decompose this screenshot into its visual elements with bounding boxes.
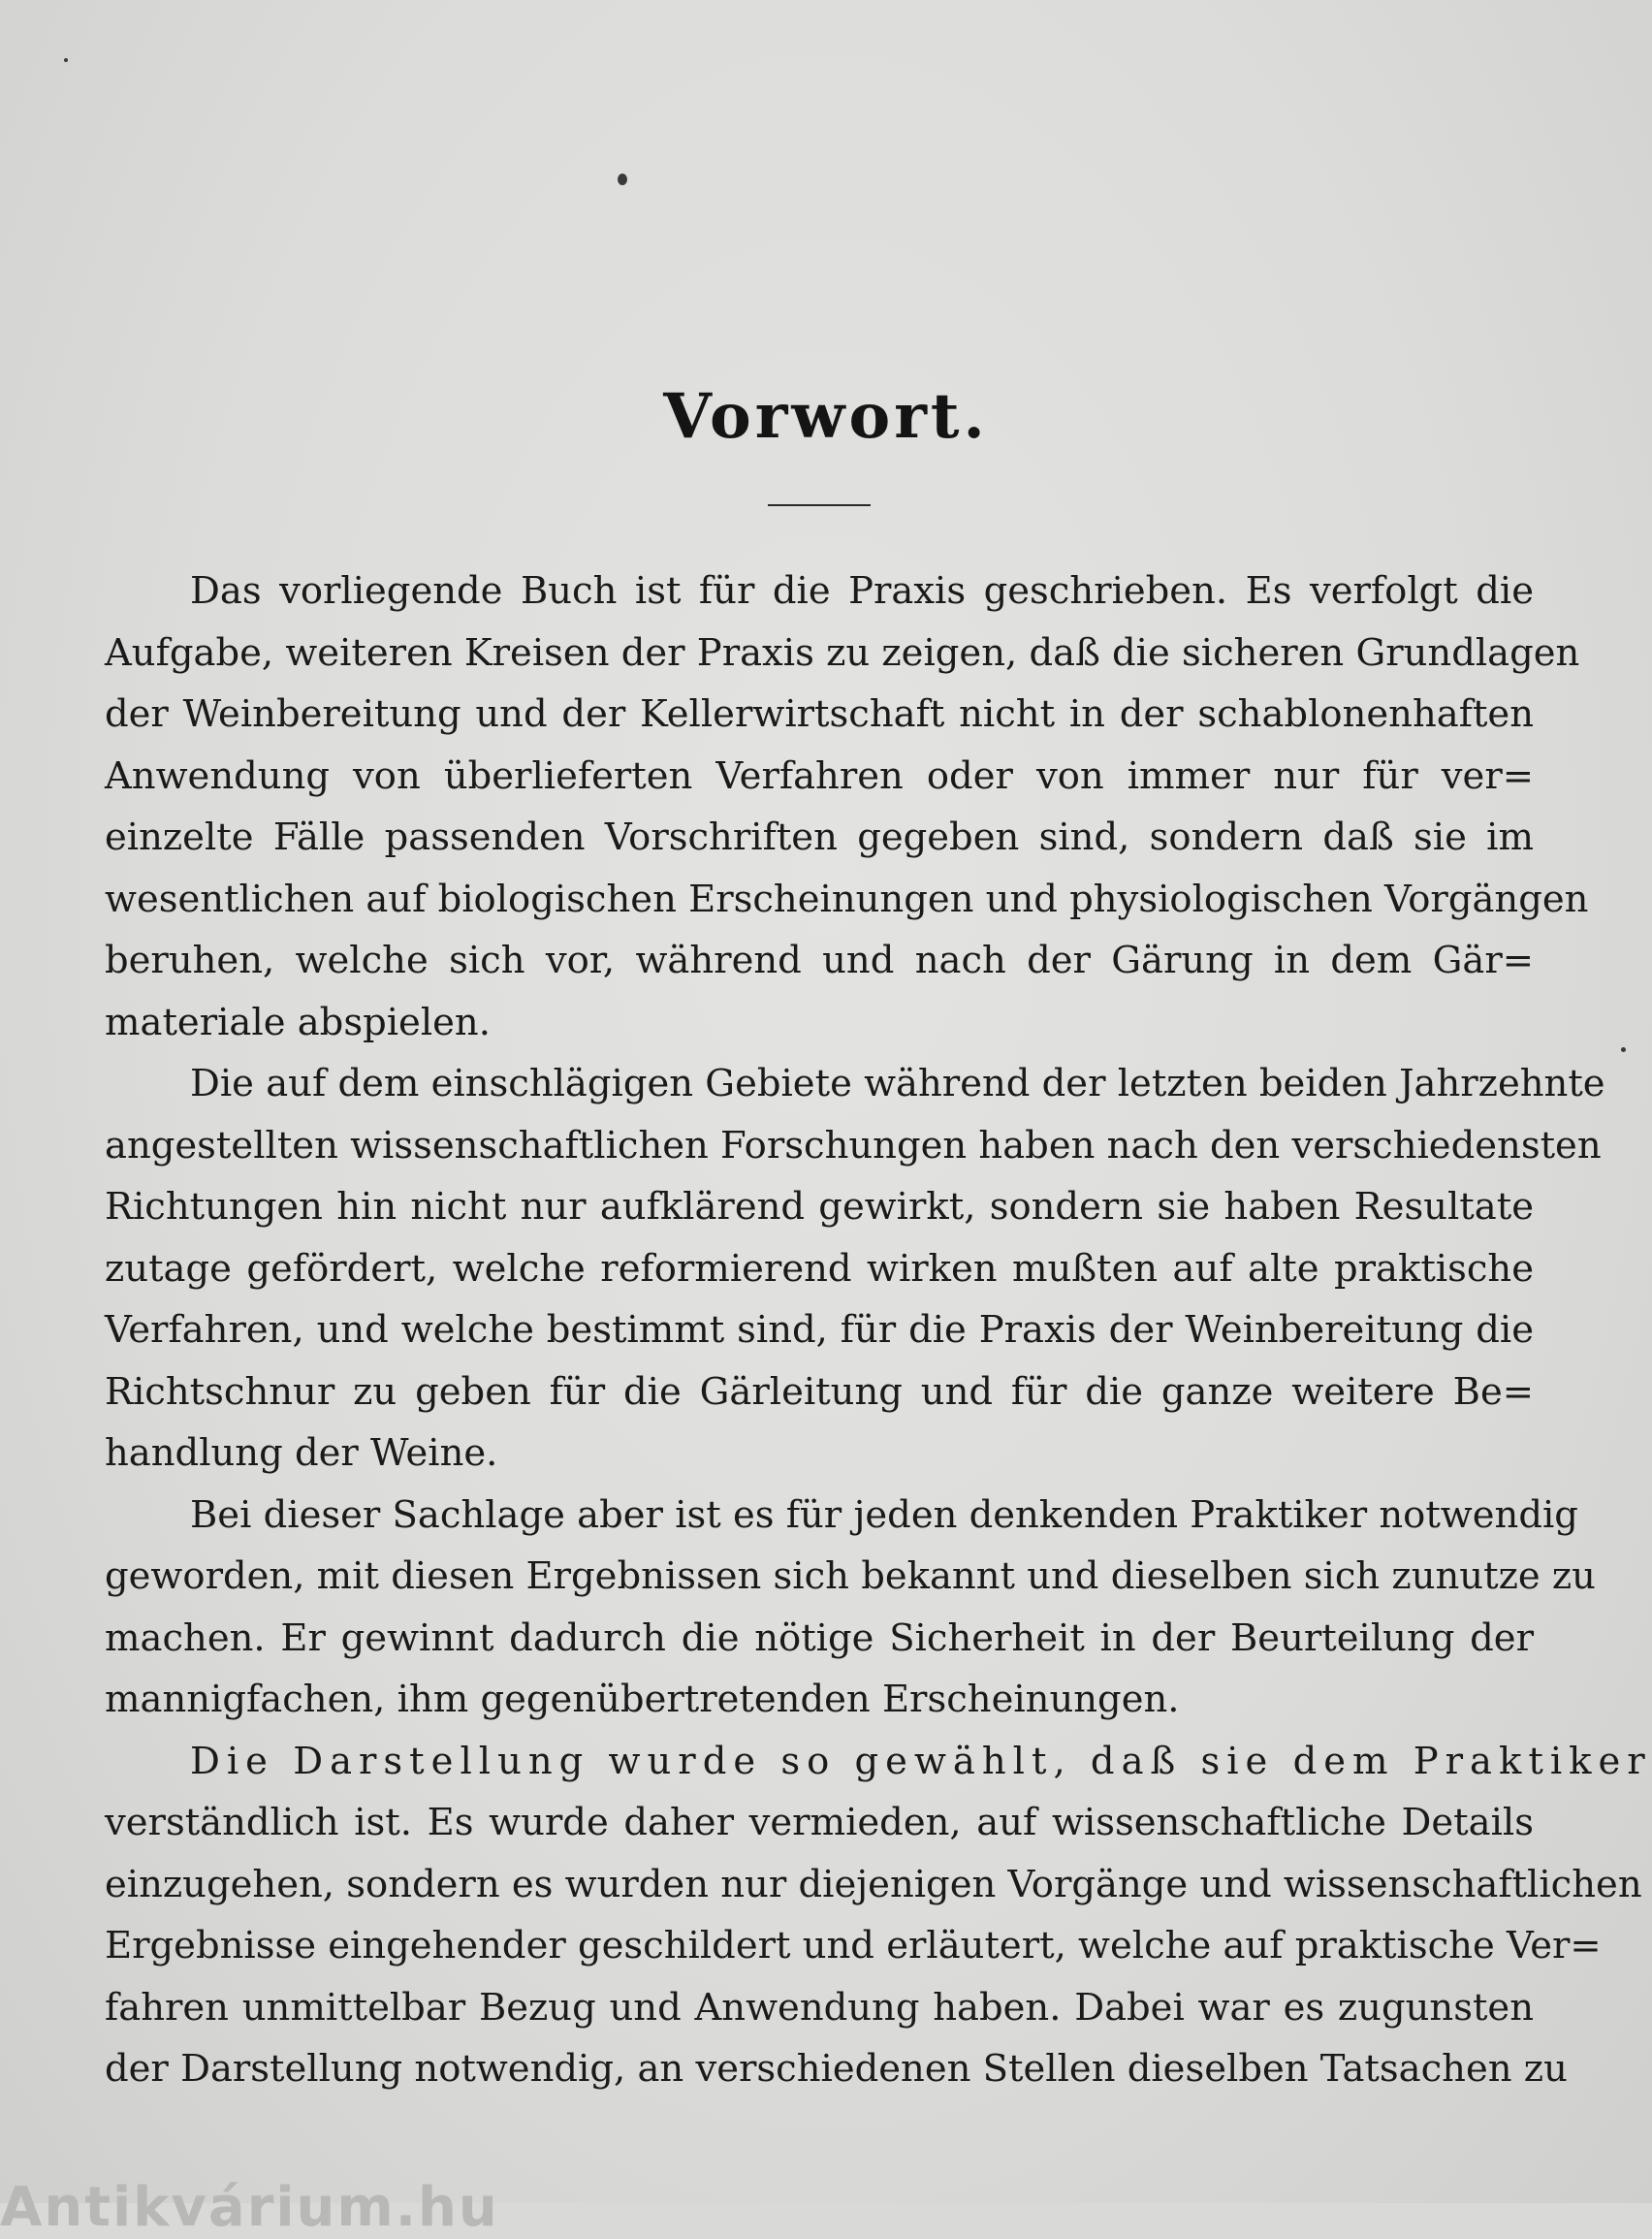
text-line: angestellten wissenschaftlichen Forschungen haben nach den verschiedensten [105,1123,1602,1167]
text-line: Das vorliegende Buch ist für die Praxis geschrieben. Es verfolgt die [190,569,1534,613]
text-line: Die auf dem einschlägigen Gebiete während der letzten beiden Jahrzehnte [190,1062,1605,1105]
text-line: beruhen, welche sich vor, während und nach der Gärung in dem Gär= [105,939,1534,982]
text-line: zutage gefördert, welche reformierend wirken mußten auf alte praktische [105,1246,1534,1291]
text-line: Anwendung von überlieferten Verfahren oder von immer nur für ver= [105,753,1534,798]
text-line: Bei dieser Sachlage aber ist es für jeden denkenden Praktiker notwendig [190,1492,1578,1537]
text-line: fahren unmittelbar Bezug und Anwendung haben. Dabei war es zugunsten [105,1985,1534,2030]
ink-speck [618,174,627,185]
title-divider [768,504,871,506]
text-line: Ergebnisse eingehender geschildert und erläutert, welche auf praktische Ver= [105,1924,1602,1967]
text-line: Richtschnur zu geben für die Gärleitung und für die ganze weitere Be= [105,1369,1534,1414]
text-line: einzelte Fälle passenden Vorschriften gegeben sind, sondern daß sie im [105,816,1534,859]
text-line: Aufgabe, weiteren Kreisen der Praxis zu zeigen, daß die sicheren Grundlagen [105,630,1580,675]
text-line: handlung der Weine. [105,1431,498,1475]
body-text [105,560,1652,2100]
ink-speck [64,58,68,62]
text-line: geworden, mit diesen Ergebnissen sich bekannt und dieselben sich zunutze zu [105,1554,1596,1598]
page-title: Vorwort. [663,380,989,453]
text-line: Richtungen hin nicht nur aufklärend gewirkt, sondern sie haben Resultate [105,1185,1534,1229]
text-line: mannigfachen, ihm gegenübertretenden Erscheinungen. [105,1678,1180,1721]
text-line: der Weinbereitung und der Kellerwirtschaft nicht in der schablonenhaften [105,692,1534,736]
text-line: einzugehen, sondern es wurden nur diejenigen Vorgänge und wissenschaftlichen [105,1862,1642,1906]
text-line: der Darstellung notwendig, an verschiedenen Stellen dieselben Tatsachen zu [105,2047,1568,2091]
text-line: verständlich ist. Es wurde daher vermieden, auf wissenschaftliche Details [105,1801,1534,1844]
text-line: machen. Er gewinnt dadurch die nötige Sicherheit in der Beurteilung der [105,1615,1534,1660]
ink-speck [1621,1047,1626,1052]
text-line: Verfahren, und welche bestimmt sind, für die Praxis der Weinbereitung die [105,1308,1534,1352]
text-line: materiale abspielen. [105,1000,491,1044]
text-line: Die Darstellung wurde so gewählt, daß sie dem Praktiker [190,1739,1652,1783]
watermark: Antikvárium.hu [0,2176,499,2239]
text-line: wesentlichen auf biologischen Erscheinungen und physiologischen Vorgängen [105,877,1589,921]
